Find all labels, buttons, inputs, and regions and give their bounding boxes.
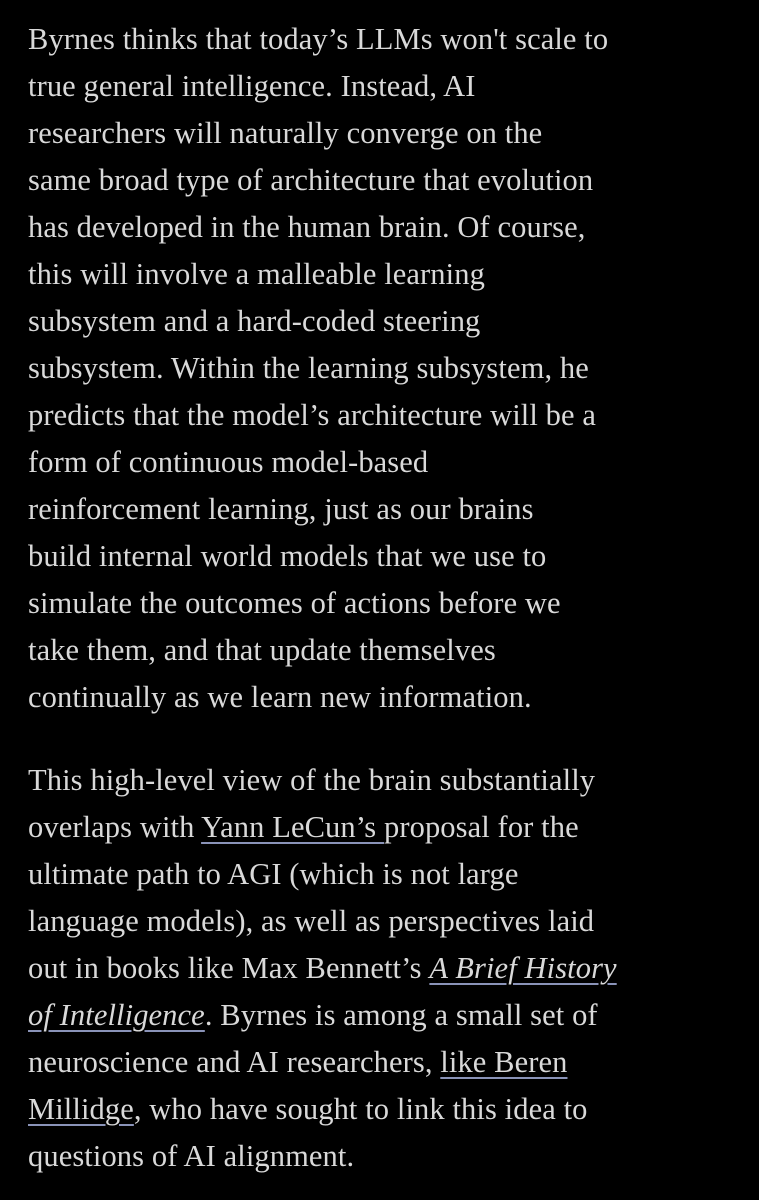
beren-millidge-link-continued[interactable]: Millidge: [28, 1092, 134, 1126]
text-fragment: out in books like Max Bennett’s: [28, 951, 430, 985]
text-line: this will involve a malleable learning: [28, 257, 485, 291]
text-line: subsystem and a hard-coded steering: [28, 304, 481, 338]
paragraph-byrnes-architecture: [28, 16, 743, 721]
article-body: [28, 16, 743, 1180]
text-line: [28, 992, 743, 1039]
text-line: language models), as well as perspectives laid: [28, 904, 595, 938]
text-fragment: , who have sought to link this idea to: [133, 1092, 588, 1126]
paragraph-high-level-view: [28, 757, 743, 1180]
text-line: questions of AI alignment.: [28, 1139, 355, 1173]
text-line: same broad type of architecture that evolution: [28, 163, 594, 197]
text-line: Byrnes thinks that today’s LLMs won't scale to: [28, 22, 609, 56]
text-fragment: . Byrnes is among a small set of: [204, 998, 598, 1032]
text-line: continually as we learn new information.: [28, 680, 532, 714]
text-fragment: proposal for the: [384, 810, 579, 844]
text-fragment: neuroscience and AI researchers,: [28, 1045, 441, 1079]
text-line: [28, 1039, 743, 1086]
text-line: ultimate path to AGI (which is not large: [28, 857, 519, 891]
text-line: This high-level view of the brain substantially: [28, 763, 596, 797]
text-line: simulate the outcomes of actions before we: [28, 586, 561, 620]
text-line: reinforcement learning, just as our brains: [28, 492, 534, 526]
text-line: researchers will naturally converge on the: [28, 116, 543, 150]
brief-history-of-intelligence-link[interactable]: A Brief History: [429, 951, 617, 985]
text-line: form of continuous model-based: [28, 445, 429, 479]
text-line: take them, and that update themselves: [28, 633, 496, 667]
text-line: [28, 804, 743, 851]
beren-millidge-link[interactable]: like Beren: [440, 1045, 568, 1079]
text-line: build internal world models that we use to: [28, 539, 547, 573]
brief-history-of-intelligence-link-continued[interactable]: of Intelligence: [28, 998, 205, 1032]
text-line: has developed in the human brain. Of course,: [28, 210, 586, 244]
text-line: [28, 945, 743, 992]
yann-lecun-link[interactable]: Yann LeCun’s: [201, 810, 384, 844]
text-line: true general intelligence. Instead, AI: [28, 69, 476, 103]
text-line: subsystem. Within the learning subsystem, he: [28, 351, 589, 385]
text-line: predicts that the model’s architecture will be a: [28, 398, 596, 432]
text-fragment: overlaps with: [28, 810, 202, 844]
text-line: [28, 1086, 743, 1133]
